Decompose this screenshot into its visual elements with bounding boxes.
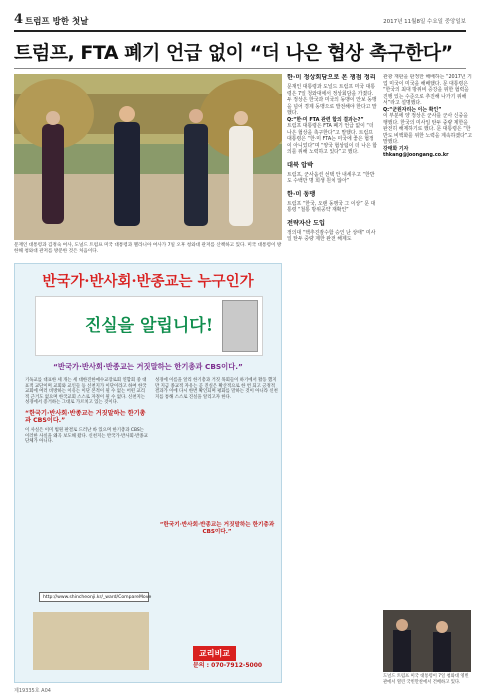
photo-illustration: [14, 74, 282, 240]
ad-illustration: [33, 612, 149, 670]
ad-phone: 문의 : 070-7912-5000: [193, 662, 263, 669]
ad-banner: [35, 296, 263, 356]
section-label: 트럼프 방한 첫날: [25, 17, 89, 27]
mid-heading-2: 대북 압박: [287, 161, 314, 169]
ad-column-1: [25, 378, 149, 445]
ad-document-image: [222, 300, 258, 352]
mid-heading-3: 한·미 동맹: [287, 190, 316, 198]
right-question-1: Q:“군원자리는 이는 확인”: [383, 106, 442, 113]
right-paragraph-2: 이 부분에 양 정상은 군사를 군사 신중을 행했다. 한국의 미사일 탄두 중량 제한을 완전히 해제하기로 했다. 문 대통령은 “한반도 비핵화를 위한 노력을 계속하겠다”고 말했다.: [383, 113, 473, 145]
mid-paragraph-4: 트럼프 “한국, 오랜 동맹국 그 이상” 문 대통령 “철통 방위공약 재확인”: [287, 200, 376, 213]
ad-col2-highlight: “한국기·반사회·반종교는 거짓말하는 한기총과 CBS이다.”: [159, 522, 275, 535]
mid-paragraph-3: 트럼프, 군사옵션 선택 안 내세우고 “한반도 수백만 명 희생 원치 않아”: [287, 171, 375, 184]
ad-col1-body2: 이 사실은 이미 법원 판결로 드러난 바 있으며 한기총과 CBS는 이러한 사실을 왜곡 보도해 왔다. 신천지는 반국가·반사회·반종교 단체가 아니다.: [25, 427, 148, 445]
article-column-middle: [287, 74, 378, 594]
ad-col2-body: 성경에 이름을 알리 한기총과 거짓 목회들이 하기에서 활동 했지만 지금 종교적 자유는 곧 진실은 확산적으로 한 번 되고 긍정적 결과가 이에 다시 한번 확인되며 평화를 말하는 것이 아니라 신천지를 통해 스스로 진실을 알리고자 한다.: [155, 378, 278, 400]
ad-subtitle: “반국가·반사회·반종교는 거짓말하는 한기총과 CBS이다.”: [53, 362, 243, 371]
ad-logo: 교리비교: [193, 646, 236, 661]
advertisement: [14, 263, 282, 683]
page-header: [14, 14, 466, 28]
ad-banner-title: 진실을 알립니다!: [84, 316, 214, 336]
dinner-photo-caption: 도널드 트럼프 미국 대통령이 7일 청와대 영빈관에서 열린 국빈만찬에서 건배하고 있다.: [383, 674, 469, 685]
photo-caption: 문재인 대통령과 김정숙 여사, 도널드 트럼프 미국 대통령과 멜라니아 여사가 7일 오후 청와대 관저를 산책하고 있다. 미국 대통령이 방한해 청와대 관저를 방문한 것은 처음이다.: [14, 243, 282, 254]
mid-paragraph-5: 정의대 “핵추진잠수함 승인 난 상태” 미사일 탄두 중량 제한 완전 해제도: [287, 229, 376, 242]
mid-paragraph-2: 트럼프 대통령은 FTA 폐기 언급 없이 “더 나은 협상을 촉구한다”고 말했다. 트럼프 대통령은 “한·미 FTA는 미국에 좋은 협정이 아니었다”며 “양국 협상팀이 더 나은 합의를 위해 노력하고 있다”고 했다.: [287, 123, 377, 155]
page-number: 4: [14, 12, 24, 27]
mid-question-1: Q:“한·미 FTA 관련 합의 결과는?”: [287, 116, 364, 123]
byline: 강태화 기자 thkang@joongang.co.kr: [383, 145, 449, 158]
headline-rule: [14, 68, 466, 69]
main-photo: [14, 74, 282, 240]
dinner-photo: [383, 610, 471, 672]
mid-heading-1: 한·미 정상회담으로 본 쟁점 정리: [287, 74, 376, 81]
header-rule: [14, 30, 466, 32]
issue-meta: 2017년 11월8일 수요일 중앙일보: [383, 19, 466, 25]
page-footer: 제19335호 A04: [14, 688, 51, 694]
headline: 트럼프, FTA 폐기 언급 없이 “더 나은 협상 촉구한다”: [14, 42, 453, 64]
ad-col1-body: 기독교를 대표한 세 개는 세 대한진한예수교장로회 연합회 중 대표적 교단이며 교회와 교인들 등 신천지가 이단이라고 하여 한국교회에 여러 비방하는 이유는 이단 본적이 될 수 없는 어떤 교리적 근거도 없으며 한국교회 스스로 자정이 될 수 없다. 신천지는 성경에서 증거하는 그대로 가르치고 있는 것이다.: [25, 378, 147, 406]
mid-heading-4: 전략자산 도입: [287, 219, 326, 227]
right-paragraph-1: 관광 재판을 판정한 해배하는 “2017년 기업 미국이 미국을 해배했다. 문 대통령은 “한국의 최대 방위비 증강을 위한 협력을 진행 있는 수준으로 추진해 나가기 위해 서”라고 설명했다.: [383, 74, 472, 106]
mid-paragraph-1: 문재인 대통령과 도널드 트럼프 미국 대통령은 7일 청와대에서 정상회담을 가졌다. 두 정상은 한국과 미국의 동맹이 안보 동맹을 넘어 경제 동맹으로 발전해야 한다고 말했다.: [287, 84, 377, 116]
ad-column-2: [155, 378, 279, 400]
dinner-photo-illustration: [383, 610, 471, 672]
article-column-right: [383, 74, 474, 594]
ad-col1-highlight: “한국기·반사회·반종교는 거짓말하는 한기총과 CBS이다.”: [25, 409, 146, 424]
ad-url[interactable]: http://www.shincheonji.kr/_ward/CompareMove: [39, 592, 149, 602]
ad-title: 반국가·반사회·반종교는 누구인가: [42, 273, 254, 290]
